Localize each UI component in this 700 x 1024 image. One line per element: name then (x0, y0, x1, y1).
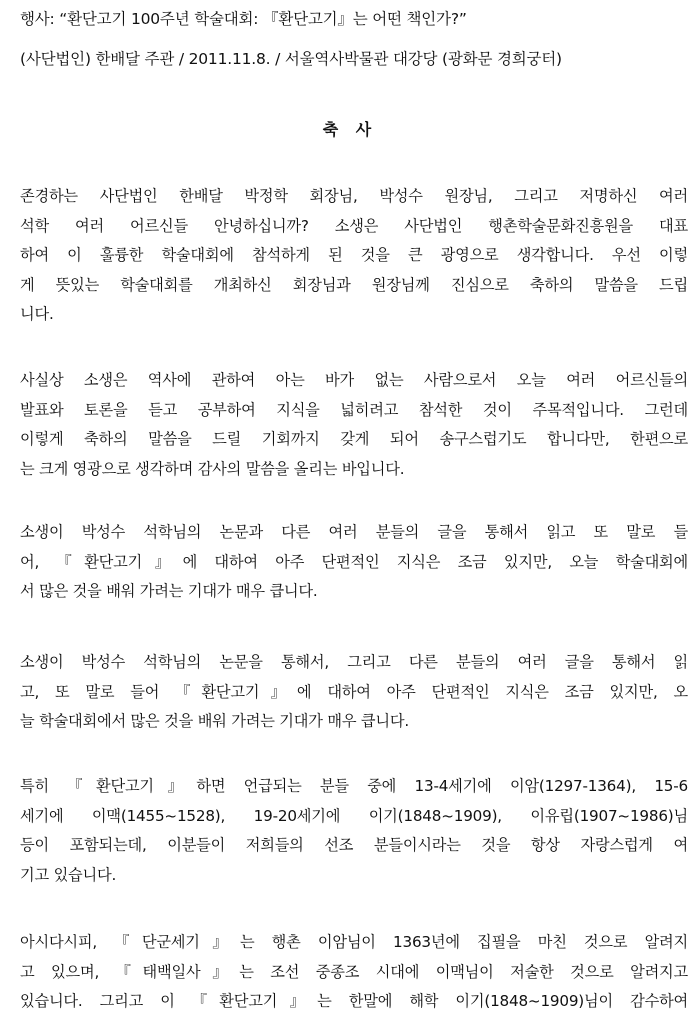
paragraph-1 (20, 182, 688, 330)
paragraph-line: 는 크게 영광으로 생각하며 감사의 말씀을 올리는 바입니다. (20, 459, 405, 478)
paragraph-line: 소생이 박성수 석학님의 논문과 다른 여러 분들의 글을 통해서 읽고 또 말로 들 (20, 523, 688, 541)
event-line: 행사: “환단고기 100주년 학술대회: 『환단고기』는 어떤 책인가?” (20, 10, 467, 28)
paragraph-line: 어, 『환단고기』에 대하여 아주 단편적인 지식은 조금 있지만, 오늘 학술대회에 (20, 552, 688, 571)
paragraph-line: 서 많은 것을 배워 가려는 기대가 매우 큽니다. (20, 582, 318, 600)
paragraph-line: 등이 포함되는데, 이분들이 저희들의 선조 분들이시라는 것을 항상 자랑스럽게 여 (20, 836, 688, 854)
paragraph-line: 하여 이 훌륭한 학술대회에 참석하게 된 것을 큰 광영으로 생각합니다. 우선 이렇 (20, 246, 688, 264)
paragraph-4 (20, 648, 688, 737)
paragraph-line: 니다. (20, 305, 54, 323)
paragraph-line: 존경하는 사단법인 한배달 박정학 회장님, 박성수 원장님, 그리고 저명하신 여러 (20, 187, 688, 205)
paragraph-3 (20, 518, 688, 607)
paragraph-2 (20, 366, 688, 484)
paragraph-line: 발표와 토론을 듣고 공부하여 지식을 넓히려고 참석한 것이 주목적입니다. 그런데 (20, 400, 688, 419)
paragraph-line: 소생이 박성수 석학님의 논문을 통해서, 그리고 다른 분들의 여러 글을 통해서 읽 (20, 653, 688, 671)
paragraph-line: 석학 여러 어르신들 안녕하십니까? 소생은 사단법인 행촌학술문화진흥원을 대표 (20, 216, 688, 235)
paragraph-line: 있습니다. 그리고 이 『환단고기』는 한말에 해학 이기(1848~1909)님이 감수하여 (20, 992, 688, 1010)
paragraph-6 (20, 928, 688, 1017)
organizer-line: (사단법인) 한배달 주관 / 2011.11.8. / 서울역사박물관 대강당 (광화문 경희궁터) (20, 50, 562, 68)
paragraph-5 (20, 772, 688, 890)
paragraph-line: 이렇게 축하의 말씀을 드릴 기회까지 갖게 되어 송구스럽기도 합니다만, 한편으로 (20, 430, 688, 448)
paragraph-line: 기고 있습니다. (20, 865, 117, 884)
paragraph-line: 특히 『환단고기』하면 언급되는 분들 중에 13-4세기에 이암(1297-1364), 15-6 (20, 777, 688, 795)
paragraph-line: 세기에 이맥(1455~1528), 19-20세기에 이기(1848~1909), 이유립(1907~1986)님 (20, 806, 688, 825)
paragraph-line: 사실상 소생은 역사에 관하여 아는 바가 없는 사람으로서 오늘 여러 어르신들의 (20, 371, 688, 389)
document-title: 축 사 (322, 120, 378, 139)
paragraph-line: 고 있으며, 『태백일사』는 조선 중종조 시대에 이맥님이 저술한 것으로 알려지고 (20, 962, 688, 981)
paragraph-line: 고, 또 말로 들어 『환단고기』에 대하여 아주 단편적인 지식은 조금 있지만, 오 (20, 682, 688, 701)
paragraph-line: 늘 학술대회에서 많은 것을 배워 가려는 기대가 매우 큽니다. (20, 712, 409, 730)
paragraph-line: 아시다시피, 『단군세기』는 행촌 이암님이 1363년에 집필을 마친 것으로 알려지 (20, 933, 688, 951)
paragraph-line: 게 뜻있는 학술대회를 개최하신 회장님과 원장님께 진심으로 축하의 말씀을 드립 (20, 275, 688, 294)
